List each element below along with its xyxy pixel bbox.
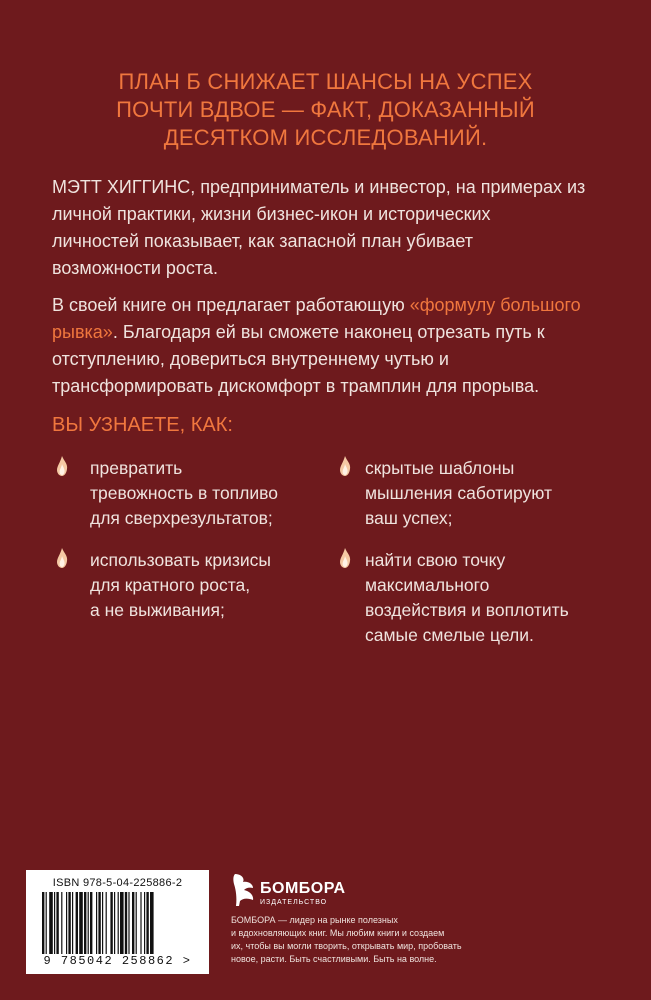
bullet-line: воздействия и воплотить — [365, 600, 569, 620]
bullet-item — [90, 548, 310, 623]
intro-line: личностей показывает, как запасной план убивает — [52, 231, 474, 251]
publisher-logo — [231, 872, 346, 912]
flame-icon — [338, 547, 352, 569]
bullet-line: скрытые шаблоны — [365, 458, 515, 478]
publisher-name: БОМБОРА — [260, 880, 346, 897]
bullet-line: найти свою точку — [365, 550, 506, 570]
author-name: МЭТТ ХИГГИНС — [52, 177, 191, 197]
intro-paragraph — [52, 174, 612, 282]
bullet-line: для сверхрезультатов; — [90, 508, 273, 528]
formula-paragraph — [52, 292, 612, 400]
bullet-line: самые смелые цели. — [365, 625, 534, 645]
formula-text: трансформировать дискомфорт в трамплин для прорыва. — [52, 376, 540, 396]
bullet-line: ваш успех; — [365, 508, 453, 528]
intro-line: личной практики, жизни бизнес-икон и исторических — [52, 204, 491, 224]
headline-line: ДЕСЯТКОМ ИССЛЕДОВАНИЙ. — [163, 125, 488, 150]
intro-line: возможности роста. — [52, 258, 218, 278]
bullet-line: тревожность в топливо — [90, 483, 278, 503]
headline — [40, 68, 611, 152]
blurb-line: и вдохновляющих книг. Мы любим книги и создаем — [231, 928, 445, 938]
formula-text: отступлению, довериться внутреннему чутью и — [52, 349, 449, 369]
blurb-line: их, чтобы вы могли творить, открывать мир, пробовать — [231, 941, 462, 951]
bombora-logo-icon — [231, 872, 257, 908]
blurb-line: БОМБОРА — лидер на рынке полезных — [231, 915, 398, 925]
learn-title: ВЫ УЗНАЕТЕ, КАК: — [52, 414, 233, 436]
bullet-line: мышления саботируют — [365, 483, 553, 503]
bullet-line: а не выживания; — [90, 600, 225, 620]
bullet-line: использовать кризисы — [90, 550, 271, 570]
headline-line: ПЛАН Б СНИЖАЕТ ШАНСЫ НА УСПЕХ — [118, 69, 533, 94]
flame-icon — [338, 455, 352, 477]
publisher-blurb — [231, 914, 516, 966]
headline-line: ПОЧТИ ВДВОЕ — ФАКТ, ДОКАЗАННЫЙ — [116, 97, 535, 122]
flame-icon — [55, 547, 69, 569]
bullet-line: для кратного роста, — [90, 575, 251, 595]
blurb-line: новое, расти. Быть счастливыми. Быть на волне. — [231, 954, 437, 964]
formula-text: . Благодаря ей вы сможете наконец отрезать путь к — [112, 322, 545, 342]
barcode-number: 9 785042 258862 > — [43, 954, 192, 968]
bullet-item — [90, 456, 310, 531]
isbn-label: ISBN 978-5-04-225886-2 — [52, 877, 183, 889]
formula-text: В своей книге он предлагает работающую — [52, 295, 410, 315]
barcode-icon — [40, 892, 195, 954]
intro-line: , предприниматель и инвестор, на примерах из — [190, 177, 586, 197]
flame-icon — [55, 455, 69, 477]
bullet-item — [365, 548, 595, 648]
bullet-line: превратить — [90, 458, 183, 478]
bullet-item — [365, 456, 595, 531]
publisher-subtitle: ИЗДАТЕЛЬСТВО — [260, 899, 328, 906]
barcode-panel — [26, 870, 209, 974]
formula-highlight: рывка» — [52, 322, 113, 342]
bullet-line: максимального — [365, 575, 490, 595]
formula-highlight: «формулу большого — [409, 295, 581, 315]
